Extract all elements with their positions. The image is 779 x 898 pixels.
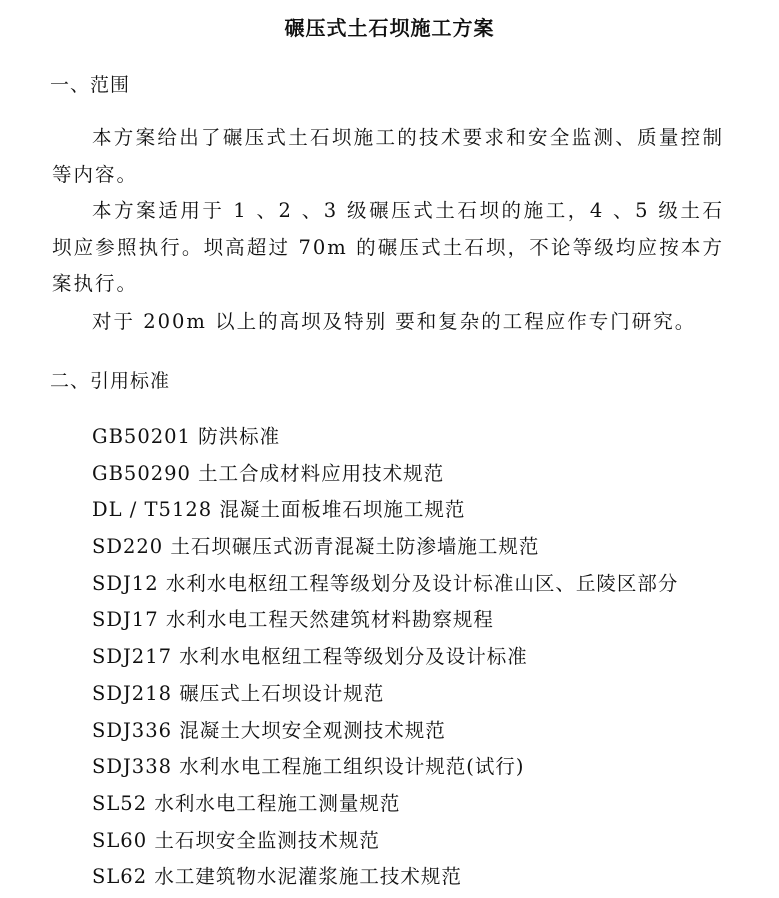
section-heading-references: 二、引用标准 — [50, 370, 171, 392]
reference-item: SL60 土石坝安全监测技术规范 — [92, 828, 380, 852]
reference-item: SDJ336 混凝土大坝安全观测技术规范 — [92, 718, 446, 742]
reference-item: SDJ17 水利水电工程天然建筑材料勘察规程 — [92, 608, 494, 632]
scope-paragraph-1: 本方案给出了碾压式土石坝施工的技术要求和安全监测、质量控制等内容。 — [52, 126, 724, 186]
section-heading-scope: 一、范围 — [50, 74, 131, 96]
reference-item: SL52 水利水电工程施工测量规范 — [92, 791, 401, 815]
reference-item: SDJ338 水利水电工程施工组织设计规范(试行) — [92, 755, 525, 779]
reference-item: GB50290 土工合成材料应用技术规范 — [92, 461, 445, 485]
reference-item: SDJ218 碾压式上石坝设计规范 — [92, 681, 385, 705]
reference-item: DL / T5128 混凝土面板堆石坝施工规范 — [92, 498, 466, 522]
reference-item: SD220 土石坝碾压式沥青混凝土防渗墙施工规范 — [92, 535, 540, 559]
scope-paragraph-3: 对于 200m 以上的高坝及特别 要和复杂的工程应作专门研究。 — [92, 310, 697, 333]
reference-item: SDJ217 水利水电枢纽工程等级划分及设计标准 — [92, 645, 528, 669]
reference-list — [92, 419, 678, 896]
scope-paragraph-2: 本方案适用于 1 、2 、3 级碾压式土石坝的施工，4 、5 级土石坝应参照执行。坝高超过 70m 的碾压式土石坝，不论等级均应按本方案执行。 — [52, 199, 724, 295]
reference-item: SL62 水工建筑物水泥灌浆施工技术规范 — [92, 865, 462, 889]
document-title: 碾压式土石坝施工方案 — [284, 16, 495, 40]
reference-item: SDJ12 水利水电枢纽工程等级划分及设计标准山区、丘陵区部分 — [92, 571, 679, 595]
reference-item: GB50201 防洪标准 — [92, 425, 281, 448]
